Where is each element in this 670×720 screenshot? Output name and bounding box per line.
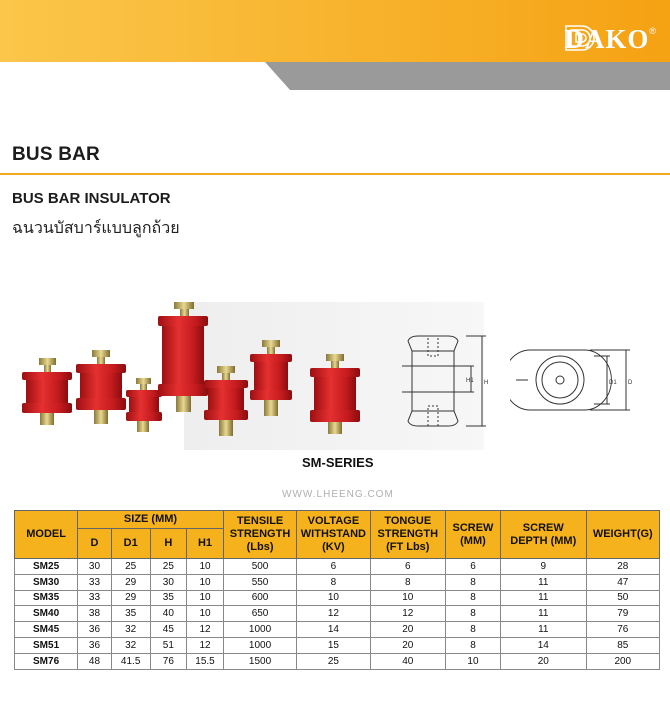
cell-model: SM76 (15, 653, 78, 669)
cell-screw: 8 (445, 637, 500, 653)
table-row (15, 606, 660, 622)
cell-d: 38 (78, 606, 112, 622)
cell-weight: 79 (586, 606, 659, 622)
cell-d1: 32 (111, 622, 150, 638)
cell-weight: 85 (586, 637, 659, 653)
table-row (15, 574, 660, 590)
cell-h1: 12 (187, 622, 224, 638)
cell-voltage: 14 (297, 622, 370, 638)
cell-h1: 10 (187, 559, 224, 575)
insulator-sm-3 (126, 378, 162, 432)
cell-tongue: 40 (370, 653, 445, 669)
cell-h: 45 (150, 622, 187, 638)
cell-d: 48 (78, 653, 112, 669)
cell-d1: 32 (111, 637, 150, 653)
cell-d: 30 (78, 559, 112, 575)
cell-weight: 200 (586, 653, 659, 669)
col-model-header: MODEL (15, 511, 78, 559)
cell-screw: 10 (445, 653, 500, 669)
title-divider (0, 173, 670, 175)
cell-tongue: 10 (370, 590, 445, 606)
cell-h1: 12 (187, 637, 224, 653)
cell-d: 33 (78, 590, 112, 606)
cell-tensile: 500 (223, 559, 296, 575)
table-row (15, 590, 660, 606)
cell-screw-depth: 11 (500, 590, 586, 606)
cell-model: SM35 (15, 590, 78, 606)
cell-weight: 50 (586, 590, 659, 606)
series-label: SM-SERIES (302, 455, 374, 470)
cell-voltage: 10 (297, 590, 370, 606)
cell-model: SM45 (15, 622, 78, 638)
cell-voltage: 25 (297, 653, 370, 669)
cell-tensile: 1000 (223, 637, 296, 653)
cell-tensile: 550 (223, 574, 296, 590)
spec-table (14, 510, 660, 670)
cell-screw-depth: 11 (500, 574, 586, 590)
cell-d: 36 (78, 622, 112, 638)
insulator-sm-4 (158, 302, 208, 412)
cell-d1: 29 (111, 574, 150, 590)
side-label-h: H (484, 380, 489, 386)
top-label-d: D (628, 380, 633, 386)
cell-tensile: 600 (223, 590, 296, 606)
cell-weight: 47 (586, 574, 659, 590)
cell-h: 76 (150, 653, 187, 669)
cell-screw: 8 (445, 574, 500, 590)
table-row (15, 622, 660, 638)
cell-screw: 8 (445, 622, 500, 638)
top-view-drawing (510, 340, 635, 420)
cell-weight: 28 (586, 559, 659, 575)
cell-tensile: 650 (223, 606, 296, 622)
col-h-header: H (150, 529, 187, 559)
top-label-d1: D1 (609, 380, 617, 386)
col-weight-header: WEIGHT(G) (586, 511, 659, 559)
cell-h: 51 (150, 637, 187, 653)
cell-h1: 10 (187, 590, 224, 606)
cell-tongue: 20 (370, 637, 445, 653)
cell-h1: 15.5 (187, 653, 224, 669)
cell-h1: 10 (187, 574, 224, 590)
cell-screw: 6 (445, 559, 500, 575)
cell-model: SM30 (15, 574, 78, 590)
col-size-header: SIZE (MM) (78, 511, 224, 529)
col-screw-header: SCREW (MM) (445, 511, 500, 559)
cell-screw: 8 (445, 590, 500, 606)
cell-voltage: 15 (297, 637, 370, 653)
col-voltage-header: VOLTAGE WITHSTAND (KV) (297, 511, 370, 559)
dako-logo-mark-icon (564, 24, 604, 52)
cell-model: SM40 (15, 606, 78, 622)
side-view-drawing (388, 326, 498, 446)
website-watermark: WWW.LHEENG.COM (282, 489, 394, 500)
registered-mark: ® (649, 26, 656, 36)
dako-logo (564, 24, 656, 55)
cell-tensile: 1000 (223, 622, 296, 638)
cell-voltage: 8 (297, 574, 370, 590)
cell-h: 25 (150, 559, 187, 575)
table-row (15, 637, 660, 653)
table-row (15, 653, 660, 669)
col-h1-header: H1 (187, 529, 224, 559)
cell-h: 35 (150, 590, 187, 606)
section-title-thai: ฉนวนบัสบาร์แบบลูกถ้วย (12, 220, 180, 237)
cell-screw: 8 (445, 606, 500, 622)
insulator-sm-2 (76, 350, 126, 424)
cell-d: 36 (78, 637, 112, 653)
col-screw-depth-header: SCREW DEPTH (MM) (500, 511, 586, 559)
side-label-h1: H1 (466, 378, 474, 384)
cell-tongue: 8 (370, 574, 445, 590)
header-banner (0, 0, 670, 90)
cell-model: SM51 (15, 637, 78, 653)
col-tensile-header: TENSILE STRENGTH (Lbs) (223, 511, 296, 559)
cell-tensile: 1500 (223, 653, 296, 669)
cell-tongue: 12 (370, 606, 445, 622)
cell-model: SM25 (15, 559, 78, 575)
cell-screw-depth: 20 (500, 653, 586, 669)
cell-screw-depth: 9 (500, 559, 586, 575)
cell-h: 40 (150, 606, 187, 622)
table-row (15, 559, 660, 575)
col-tongue-header: TONGUE STRENGTH (FT Lbs) (370, 511, 445, 559)
cell-voltage: 6 (297, 559, 370, 575)
col-d-header: D (78, 529, 112, 559)
cell-tongue: 20 (370, 622, 445, 638)
brand-name: DAKO (564, 24, 650, 54)
page-title: BUS BAR (12, 144, 100, 165)
section-title: BUS BAR INSULATOR (12, 190, 171, 207)
cell-d1: 41.5 (111, 653, 150, 669)
cell-d1: 35 (111, 606, 150, 622)
cell-h: 30 (150, 574, 187, 590)
cell-d1: 29 (111, 590, 150, 606)
cell-screw-depth: 14 (500, 637, 586, 653)
cell-screw-depth: 11 (500, 606, 586, 622)
cell-tongue: 6 (370, 559, 445, 575)
cell-h1: 10 (187, 606, 224, 622)
table-header-row (15, 511, 660, 529)
cell-screw-depth: 11 (500, 622, 586, 638)
cell-d1: 25 (111, 559, 150, 575)
cell-d: 33 (78, 574, 112, 590)
col-d1-header: D1 (111, 529, 150, 559)
cell-weight: 76 (586, 622, 659, 638)
insulator-sm-1 (22, 358, 72, 425)
cell-voltage: 12 (297, 606, 370, 622)
